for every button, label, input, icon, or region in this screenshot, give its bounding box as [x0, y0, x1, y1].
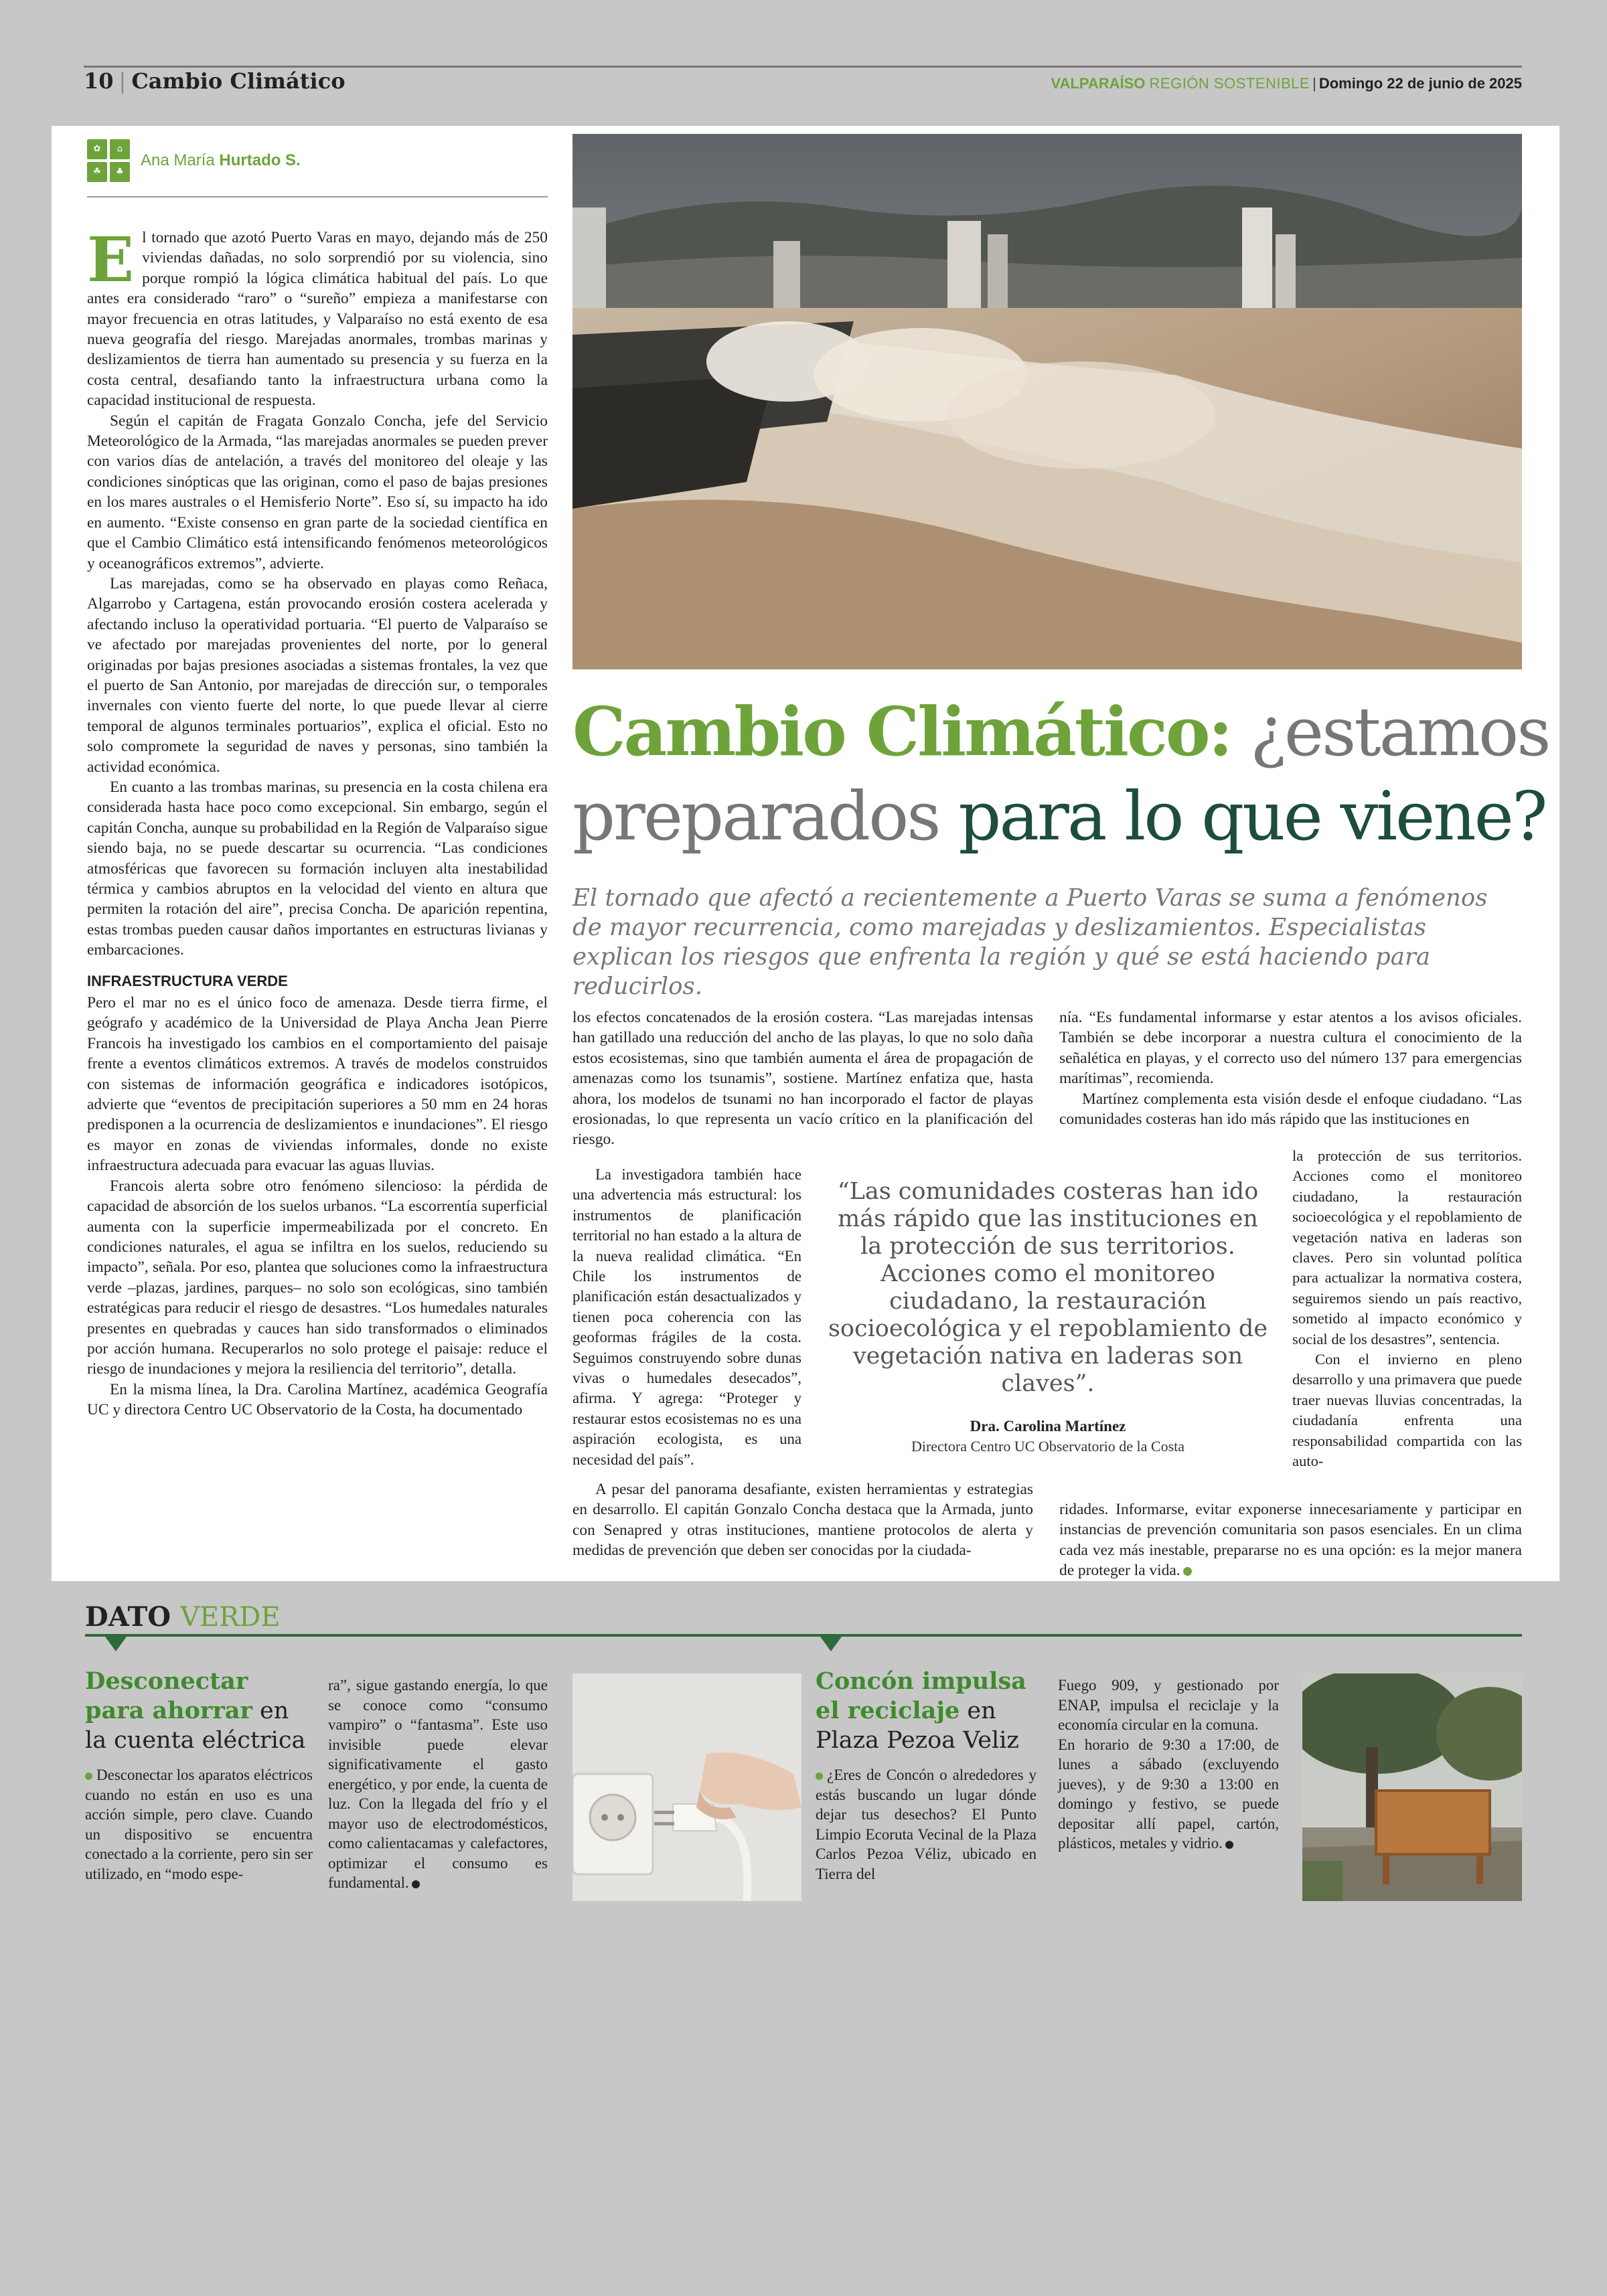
pull-quote — [827, 1178, 1269, 1455]
section-title: Cambio Climático — [131, 68, 346, 94]
author-name: Ana María Hurtado S. — [141, 151, 301, 169]
header-separator: | — [1312, 75, 1316, 92]
article-paragraph: Martínez complementa esta visión desde el enfoque ciudadano. “Las comunidades costeras han ido más rápido que las instituciones en — [1059, 1090, 1522, 1129]
box1-column-a: Desconectar los aparatos eléctricos cuando no están en uso es una acción simple, pero clave. Cuando un dispositivo se encuentra conectado a la corriente, pero sin ser utilizado, en “modo espe- — [85, 1767, 313, 1882]
subheading: INFRAESTRUCTURA VERDE — [87, 972, 288, 989]
unplug-image — [572, 1673, 801, 1901]
article-paragraph: En la misma línea, la Dra. Carolina Martínez, académica Geografía UC y directora Centro UC Observatorio de la Costa, ha documentado — [87, 1380, 548, 1419]
box2-column-b: Fuego 909, y gestionado por ENAP, impulsa el reciclaje y la economía circular en la comuna. En horario de 9:30 a 17:00, de lunes a sábado (excluyendo jueves), y de 9:30 a 13:00 en domingo y festivo, se puede depositar allí papel, cartón, plásticos, metales y vidrio. — [1058, 1677, 1279, 1852]
byline-rule — [87, 196, 548, 197]
bullet-icon — [85, 1773, 92, 1780]
headline — [572, 689, 1549, 859]
article-lede: El tornado que afectó a recientemente a Puerto Varas se suma a fenómenos de mayor recurrencia, como marejadas y deslizamientos. Especialistas explican los riesgos que enfrenta la región y qué se está haciendo para reducirlos. — [572, 884, 1488, 1000]
article-paragraph: Con el invierno en pleno desarrollo y una primavera que puede traer nuevas lluvias concentradas, la ciudadanía enfrenta una responsabilidad compartida con las auto- — [1292, 1351, 1522, 1470]
article-paragraph: Pero el mar no es el único foco de amenaza. Desde tierra firme, el geógrafo y académico de la Universidad de Playa Ancha Jean Pierre Francois ha investigado los cambios en el comportamiento del paisaje frente a eventos climáticos extremos. A través de modelos construidos con sistemas de información geográfica e indicadores isotópicos, advierte que “eventos de precipitación superiores a 50 mm en 24 horas predisponen a la ocurrencia de deslizamientos e inundaciones”. El riesgo es mayor en zonas de viviendas informales, donde no existe infraestructura adecuada para evacuar las aguas lluvias. — [87, 994, 548, 1175]
article-column-3c — [1059, 1499, 1522, 1581]
power-plug-photo — [572, 1673, 801, 1901]
brand-name: VALPARAÍSO — [1051, 75, 1146, 92]
box2-title: Concón impulsa el reciclaje en Plaza Pezoa Veliz — [816, 1667, 1026, 1754]
end-mark-icon — [412, 1880, 420, 1888]
headline-green: Cambio Climático: — [572, 692, 1231, 771]
drop-cap: E — [87, 224, 135, 296]
brand-subtitle: REGIÓN SOSTENIBLE — [1149, 75, 1310, 92]
page-section-header — [84, 68, 346, 94]
pull-quote-role: Directora Centro UC Observatorio de la Costa — [911, 1438, 1185, 1455]
article-column-3a — [1059, 1007, 1522, 1129]
end-mark-icon — [1183, 1567, 1192, 1576]
article-paragraph: A pesar del panorama desafiante, existen herramientas y estrategias en desarrollo. El capitán Gonzalo Concha destaca que la Armada, junto con Senapred y otras instituciones, mantiene protocolos de alerta y medidas de prevención que deben ser conocidas por la ciudada- — [572, 1481, 1033, 1560]
page-number: 10 — [84, 68, 114, 94]
article-paragraph: Las marejadas, como se ha observado en playas como Reñaca, Algarrobo y Cartagena, están provocando erosión costera acelerada y afectando incluso la operatividad portuaria. “El puerto de Valparaíso se ve afectado por marejadas provenientes del norte, por lo general originadas por bajas presiones asociadas a sistemas frontales, la vez que el puerto de San Antonio, por marejadas de dirección sur, o temporales invernales con viento fuerte del norte, lo que puede llevar al cierre temporal de algunos terminales portuarios”, explica el oficial. Esto no solo compromete la seguridad de naves y personas, sino también la actividad económica. — [87, 574, 548, 776]
article-paragraph: En cuanto a las trombas marinas, su presencia en la costa chilena era considerada hasta hace poco como excepcional. Sin embargo, según el capitán Concha, aunque su probabilidad en la Región de Valparaíso sigue siendo baja, no se puede descartar su ocurrencia. “Las condiciones atmosféricas que favorecen su formación incluyen alta inestabilidad térmica y cambios abruptos en la velocidad del viento en altura que permiten la rotación del aire”, precisa Concha. De aparición repentina, estas trombas pueden causar daños importantes en estructuras livianas y embarcaciones. — [87, 778, 548, 959]
box1-column-b: ra”, sigue gastando energía, lo que se conoce como “consumo vampiro” o “fantasma”. Este uso invisible puede elevar significativamente el gasto energético, y por ende, la cuenta de luz. Con la llegada del frío y el mayor uso de electrodomésticos, como calientacamas y calefactores, optimizar el consumo es fundamental. — [328, 1677, 548, 1891]
headline-gray: ¿estamos — [1231, 693, 1549, 771]
pointer-triangle-icon — [105, 1637, 127, 1651]
article-paragraph: la protección de sus territorios. Acciones como el monitoreo ciudadano, la restauración socioecológica y el repoblamiento de vegetación nativa en laderas son claves. Pero sin voluntad política para actualizar la normativa costera, seguiremos siendo un país reactivo, sometido al impacto económico y social de los desastres”, sentencia. — [1292, 1147, 1522, 1347]
article-column-3b — [1292, 1146, 1522, 1472]
headline-gray: preparados — [572, 777, 939, 855]
issue-date: Domingo 22 de junio de 2025 — [1318, 75, 1522, 92]
pull-quote-text: “Las comunidades costeras han ido más rápido que las instituciones en la protección de sus territorios. Acciones como el monitoreo ciudadano, la restauración socioecológica y el repoblamiento de vegetación nativa en laderas son claves”. — [828, 1178, 1268, 1397]
plaza-photo — [1302, 1673, 1522, 1901]
end-mark-icon — [1225, 1841, 1233, 1849]
pointer-triangle-icon — [820, 1637, 842, 1651]
article-column-2a — [572, 1007, 1033, 1150]
author-logo-icon: ✿ ⌂ ☘ ♣ — [87, 139, 130, 182]
headline-dark: para lo que viene? — [939, 777, 1546, 855]
article-column-1 — [87, 224, 548, 1420]
article-paragraph: ridades. Informarse, evitar exponerse innecesariamente y participar en instancias de prevención comunitaria son pasos esenciales. En un clima cada vez más inestable, prepararse no es una opción: es la mejor manera de proteger la vida. — [1059, 1501, 1522, 1580]
storm-surge-image — [572, 134, 1522, 669]
article-paragraph: Según el capitán de Fragata Gonzalo Concha, jefe del Servicio Meteorológico de la Armada, “las marejadas anormales se pueden prever con varios días de antelación, a través del monitoreo del oleaje y las condiciones sinópticas que las originan, como el paso de bajas presiones en los mares australes o el Hemisferio Norte”. Eso sí, su impacto ha ido en aumento. “Existe consenso en gran parte de la sociedad científica en que el Cambio Climático está intensificando fenómenos meteorológicos y oceanográficos extremos”, advierte. — [87, 412, 548, 572]
box2-column-a: ¿Eres de Concón o alrededores y estás buscando un lugar dónde dejar tus desechos? El Punto Limpio Ecoruta Vecinal de la Plaza Carlos Pezoa Véliz, ubicado en Tierra del — [816, 1767, 1037, 1882]
article-paragraph: La investigadora también hace una advertencia más estructural: los instrumentos de planificación territorial no han estado a la altura de la nueva realidad climática. “En Chile los instrumentos de planificación están desactualizados y tienen poca coherencia con las geoformas frágiles de la costa. Seguimos construyendo sobre dunas vivas o humedales desecados”, afirma. Y agrega: “Proteger y restaurar estos ecosistemas no es una aspiración ecologista, es una necesidad del país”. — [572, 1166, 801, 1468]
article-column-2c — [572, 1479, 1033, 1561]
plaza-image — [1302, 1673, 1522, 1901]
article-paragraph: El tornado que azotó Puerto Varas en mayo, dejando más de 250 viviendas dañadas, no solo sorprendió por su violencia, sino porque rompió la lógica climática habitual del país. Lo que antes era considerado “raro” o “sureño” empieza a manifestarse con mayor frecuencia en otras latitudes, y Valparaíso no está exento de esa nueva geografía del riesgo. Marejadas anormales, trombas marinas y deslizamientos de tierra han aumentado su presencia y su fuerza en la costa central, desafiando tanto la infraestructura urbana como la capacidad institucional de respuesta. — [87, 224, 548, 410]
header-top-rule — [84, 66, 1522, 68]
article-paragraph: nía. “Es fundamental informarse y estar atentos a los avisos oficiales. También se debe incorporar a nuestra cultura el conocimiento de la señalética en playas, y el correcto uso del número 137 para emergencias marítimas”, recomienda. — [1059, 1009, 1522, 1088]
dato-verde-rule — [85, 1634, 1522, 1637]
header-separator: | — [119, 68, 127, 94]
publication-header — [1051, 75, 1522, 92]
pull-quote-name: Dra. Carolina Martínez — [970, 1418, 1126, 1434]
bullet-icon — [816, 1773, 823, 1780]
byline — [87, 137, 301, 184]
article-paragraph: Francois alerta sobre otro fenómeno silencioso: la pérdida de capacidad de absorción de los suelos urbanos. “La escorrentía superficial aumenta con la superficie impermeabilizada por el concreto. En condiciones naturales, el agua se infiltra en los suelos, reduciendo su impacto”, señala. Por eso, plantea que soluciones como la infraestructura verde –plazas, jardines, parques– no solo son ecológicas, sino también estratégicas para reducir el riesgo de desastres. “Los humedales naturales presentes en quebradas y cauces han sido transformados o eliminados por acción humana. Recuperarlos no solo protege el paisaje: reduce el riesgo de inundaciones y mejora la resiliencia del territorio”, detalla. — [87, 1177, 548, 1378]
hero-photo — [572, 134, 1522, 669]
dato-verde-title: DATO VERDE — [85, 1601, 281, 1633]
article-paragraph: los efectos concatenados de la erosión costera. “Las marejadas intensas han gatillado una reducción del ancho de las playas, lo que no solo daña estos ecosistemas, sino que también aumenta el área de propagación de amenazas como los tsunamis”, sostiene. Martínez enfatiza que, hasta ahora, los modelos de tsunami no han incorporado el factor de playas erosionadas, lo que representa un vacío crítico en la planificación del riesgo. — [572, 1009, 1033, 1149]
article-column-2b — [572, 1165, 801, 1470]
box1-title: Desconectar para ahorrar en la cuenta eléctrica — [85, 1667, 306, 1754]
